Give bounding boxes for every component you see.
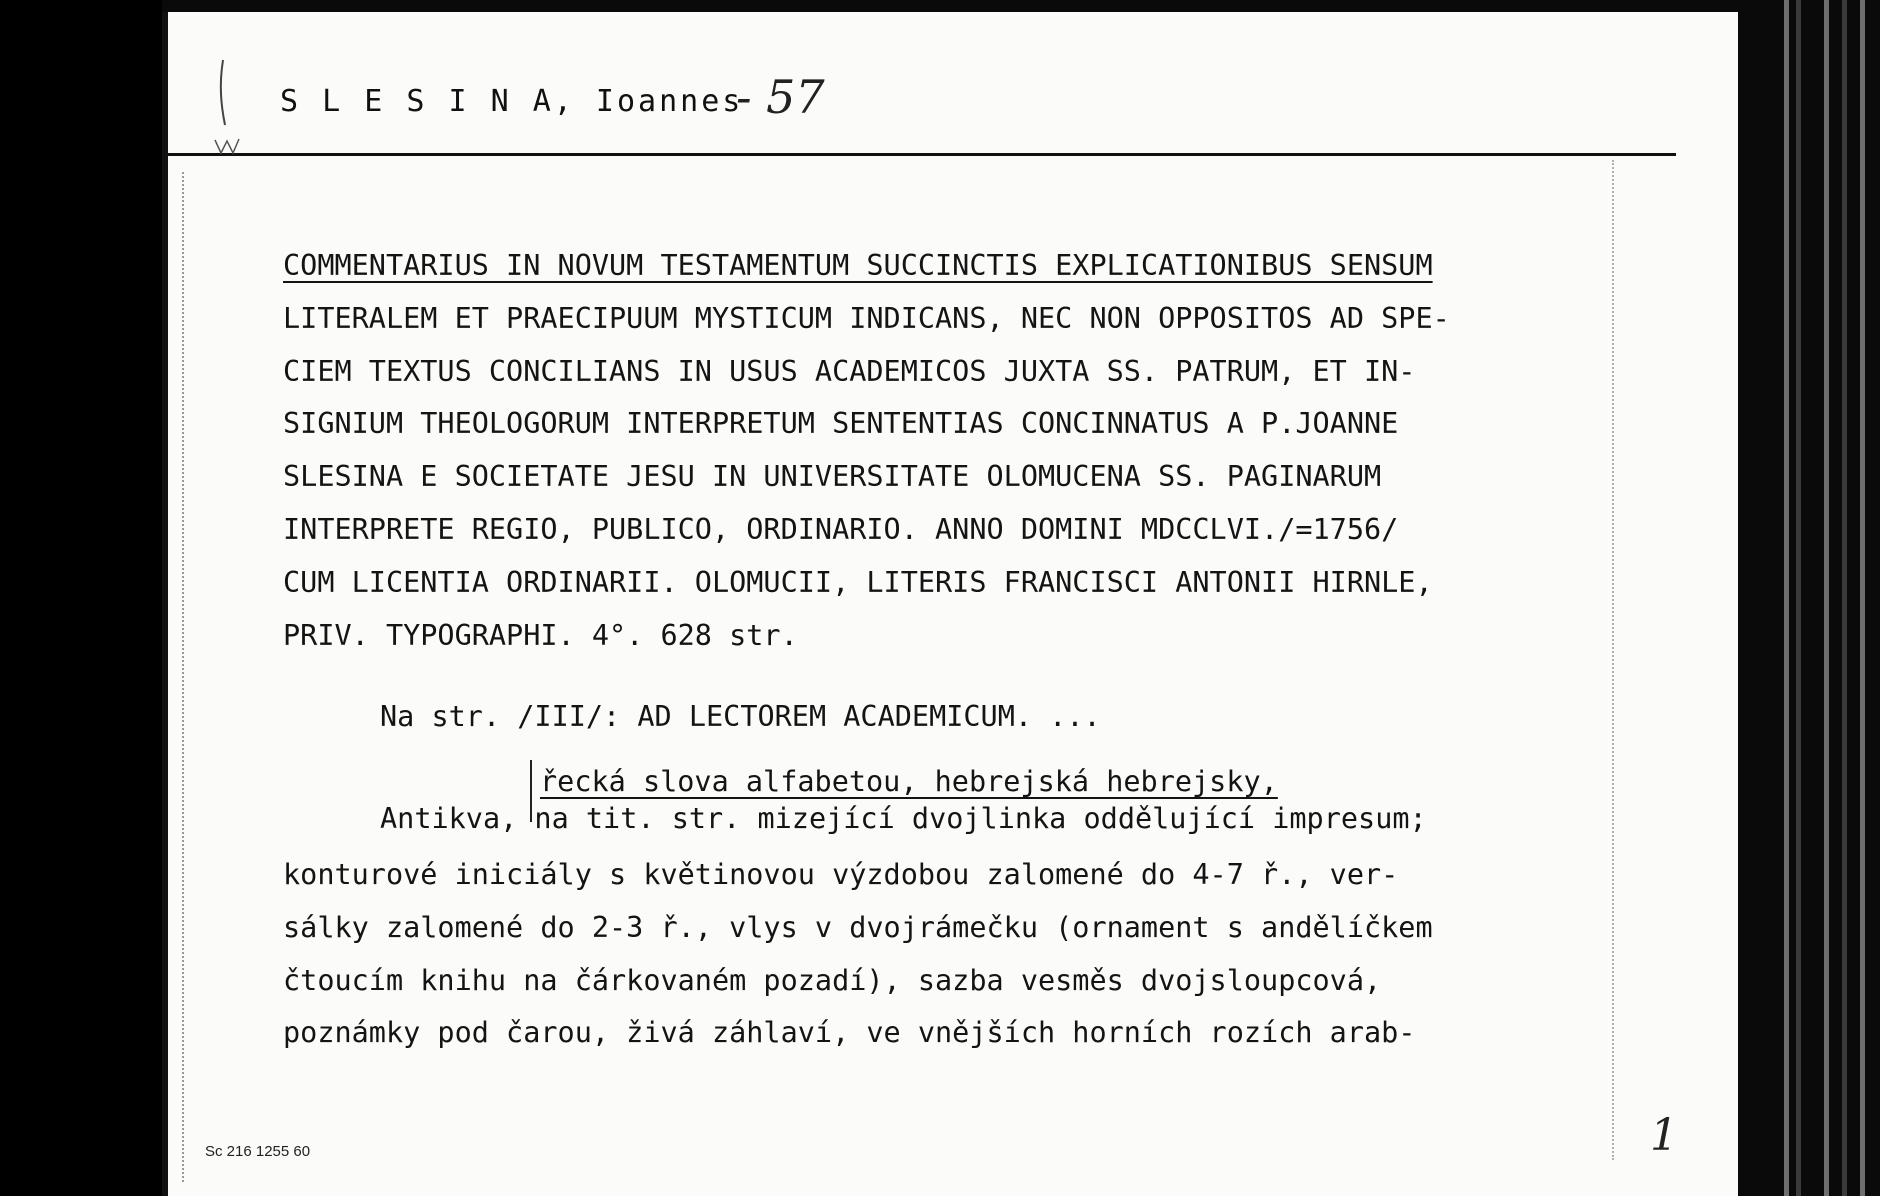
entry-line-2: LITERALEM ET PRAECIPUUM MYSTICUM INDICANS, NEC NON OPPOSITOS AD SPE- (283, 301, 1450, 335)
entry-line-8: PRIV. TYPOGRAPHI. 4°. 628 str. (283, 618, 798, 652)
entry-line-5: SLESINA E SOCIETATE JESU IN UNIVERSITATE OLOMUCENA SS. PAGINARUM (283, 460, 1382, 494)
page-number: 1 (1650, 1110, 1678, 1161)
handwritten-insertion: řecká slova alfabetou, hebrejská hebrejsky, (540, 765, 1278, 798)
entry-line-4: SIGNIUM THEOLOGORUM INTERPRETUM SENTENTIAS CONCINNATUS A P.JOANNE (283, 407, 1399, 441)
header-rule (162, 153, 1676, 156)
entry-line-1: COMMENTARIUS IN NOVUM TESTAMENTUM SUCCINCTIS EXPLICATIONIBUS SENSUM (283, 249, 1433, 282)
bibliographic-entry (283, 240, 1623, 662)
pencil-mark-icon (205, 55, 255, 155)
entry-line-7: CUM LICENTIA ORDINARII. OLOMUCII, LITERIS FRANCISCI ANTONII HIRNLE, (283, 565, 1433, 599)
note-line-3: čtoucím knihu na čárkovaném pozadí), sazba vesměs dvojsloupcová, (283, 963, 1382, 997)
card-code: Sc 216 1255 60 (205, 1143, 311, 1160)
left-dotted-margin (182, 172, 184, 1182)
note-line-4: poznámky pod čarou, živá záhlaví, ve vnějších horních rozích arab- (283, 1016, 1416, 1050)
entry-line-6: INTERPRETE REGIO, PUBLICO, ORDINARIO. ANNO DOMINI MDCCLVI./=1756/ (283, 512, 1399, 546)
note-body (283, 848, 1623, 1059)
note-line-1: konturové iniciály s květinovou výzdobou zalomené do 4-7 ř., ver- (283, 858, 1399, 891)
film-edge (1738, 0, 1880, 1196)
entry-line-3: CIEM TEXTUS CONCILIANS IN USUS ACADEMICOS JUXTA SS. PATRUM, ET IN- (283, 354, 1416, 388)
handwritten-number: - 57 (736, 70, 825, 124)
page-reference: Na str. /III/: AD LECTOREM ACADEMICUM. ... (380, 700, 1101, 733)
note-first-line: Antikva, na tit. str. mizející dvojlinka oddělující impresum; (380, 802, 1427, 835)
author-heading: S L E S I N A, Ioannes (280, 84, 744, 119)
note-line-2: sálky zalomené do 2-3 ř., vlys v dvojrámečku (ornament s andělíčkem (283, 910, 1433, 944)
card-edge (162, 12, 168, 1196)
entry-line (283, 240, 1623, 293)
